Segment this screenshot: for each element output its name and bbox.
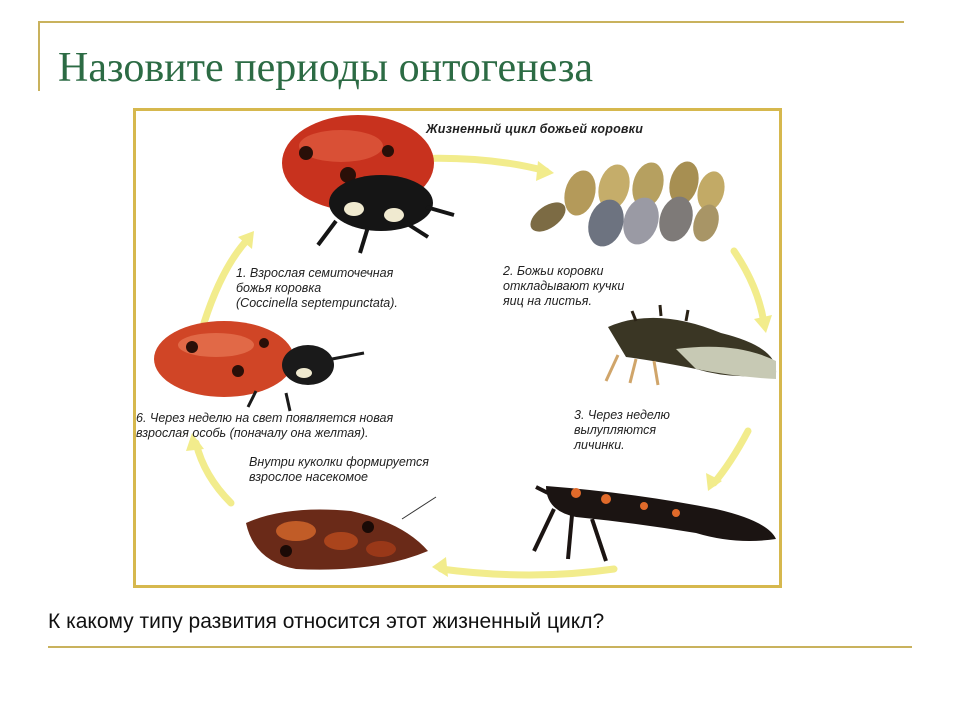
cycle-arrow-3-4 bbox=[714, 431, 748, 483]
life-cycle-figure bbox=[133, 108, 782, 588]
arrowhead-2 bbox=[754, 315, 772, 333]
hatching-larva-image bbox=[606, 305, 776, 385]
caption-stage-6 bbox=[136, 411, 393, 441]
cycle-arrow-5-6 bbox=[196, 443, 231, 503]
life-cycle-illustration bbox=[136, 111, 779, 585]
caption-line: личинки. bbox=[574, 438, 625, 452]
caption-line: яиц на листья. bbox=[503, 294, 592, 308]
arrowhead-4 bbox=[432, 557, 448, 577]
new-adult-ladybug-image bbox=[154, 321, 364, 411]
caption-line: 2. Божьи коровки bbox=[503, 264, 604, 278]
cycle-arrow-2-3 bbox=[734, 251, 764, 323]
caption-line: Внутри куколки формируется bbox=[249, 455, 429, 469]
slide-title: Назовите периоды онтогенеза bbox=[58, 45, 594, 91]
decorative-top-line bbox=[38, 21, 904, 23]
pupa-image bbox=[246, 497, 436, 570]
caption-line: божья коровка bbox=[236, 281, 322, 295]
decorative-bottom-line bbox=[48, 646, 912, 648]
eggs-cluster-image bbox=[525, 158, 728, 251]
caption-stage-3 bbox=[574, 408, 670, 453]
caption-line: вылупляются bbox=[574, 423, 657, 437]
caption-stage-1 bbox=[236, 266, 398, 311]
caption-line: откладывают кучки bbox=[503, 279, 625, 293]
larva-image bbox=[534, 486, 776, 561]
caption-line: взрослая особь (поначалу она желтая). bbox=[136, 426, 369, 440]
figure-title: Жизненный цикл божьей коровки bbox=[426, 122, 644, 136]
question-text: К какому типу развития относится этот жизненный цикл? bbox=[48, 610, 605, 633]
caption-line: взрослое насекомое bbox=[249, 470, 369, 484]
cycle-arrow-4-5 bbox=[441, 569, 614, 575]
decorative-left-line bbox=[38, 21, 40, 91]
caption-pupa bbox=[249, 455, 429, 485]
caption-line: 3. Через неделю bbox=[574, 408, 670, 422]
caption-stage-2 bbox=[503, 264, 624, 309]
arrowhead-1 bbox=[536, 161, 554, 181]
caption-line: 6. Через неделю на свет появляется новая bbox=[136, 411, 394, 425]
caption-line: 1. Взрослая семиточечная bbox=[236, 266, 394, 280]
caption-line: (Coccinella septempunctata). bbox=[236, 296, 398, 310]
